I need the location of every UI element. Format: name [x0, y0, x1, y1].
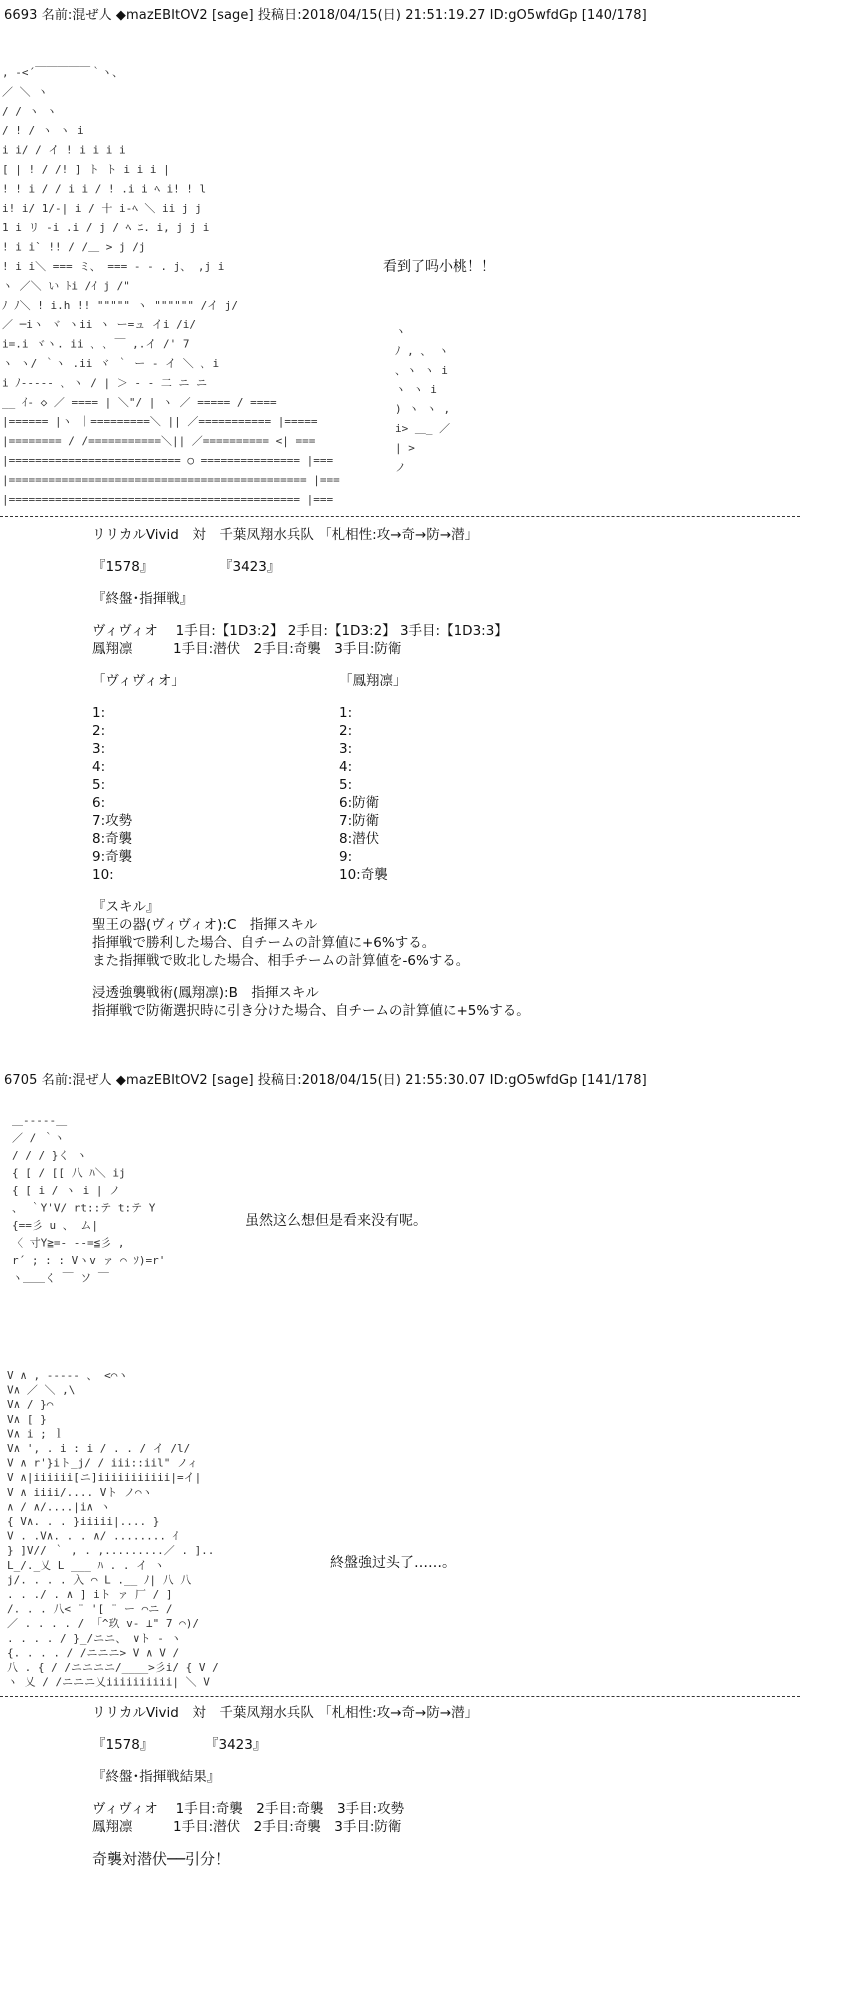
ascii-art-line: i> ＿_ ／ [395, 422, 451, 435]
round-right: 9: [339, 849, 353, 865]
ascii-art-line: V ∧|iiiiii[ニ]iiiiiiiiiii|=イ| [7, 1471, 202, 1485]
section-divider [0, 1696, 800, 1697]
ascii-art-line: V∧ i ; ｌ [7, 1427, 65, 1441]
score-row [92, 558, 530, 576]
ascii-art-line: V ∧ iiii/.... Vト ノ⌒ヽ [7, 1485, 153, 1499]
battle-result-block [92, 1704, 478, 1868]
speech-line: 終盤強过头了……。 [330, 1555, 456, 1571]
round-left: 7:攻勢 [92, 813, 133, 829]
round-right: 4: [339, 759, 353, 775]
team-left-title: 「ヴィヴィオ」 [92, 673, 185, 689]
speech-line: 虽然这么想但是看来没有呢。 [245, 1213, 427, 1229]
matchup-line: リリカルVivid 対 千葉凤翔水兵队 「札相性:攻→奇→防→潜」 [92, 527, 479, 543]
round-row [92, 722, 530, 740]
skill-line: 指揮戦で防衛選択時に引き分けた場合、自チームの計算値に+5%する。 [92, 1003, 530, 1019]
ascii-art-line: / / ヽ ヽ [2, 104, 58, 118]
section-title: 『終盤･指揮戦』 [92, 591, 194, 607]
speech-line: 看到了吗小桃！！ [383, 259, 495, 275]
ascii-art-line: i ﾉ‐‐‐‐‐ ､ ヽ / | ＞ ‐ ‐ 二 ニ ニ [2, 376, 208, 390]
round-row [92, 848, 530, 866]
round-right: 5: [339, 777, 353, 793]
section-title: 『終盤･指揮戦結果』 [92, 1769, 221, 1785]
score-left: 『1578』 [92, 559, 154, 575]
ascii-art-line: r´ ; : : Vヽv ァ ⌒ ｿ)=r' [12, 1254, 166, 1267]
turn-row: 鳳翔凛 1手目:潜伏 2手目:奇襲 3手目:防衛 [92, 641, 402, 657]
turn-row: 鳳翔凛 1手目:潜伏 2手目:奇襲 3手目:防衛 [92, 1819, 402, 1835]
round-right: 3: [339, 741, 353, 757]
ascii-art-line: ／ ─iヽ ヾ ヽii ヽ ー=ュ イi /i/ [2, 318, 196, 332]
ascii-art-character-cheering [0, 60, 480, 512]
ascii-art-line: ／ ＼ ヽ [2, 85, 49, 99]
ascii-art-line: ノ [395, 460, 406, 474]
round-right: 1: [339, 705, 353, 721]
ascii-art-line: |============================================ |=== [2, 492, 334, 506]
round-left: 4: [92, 759, 106, 775]
round-left: 2: [92, 723, 106, 739]
ascii-art-line: ヽ 乂 / /ニニニ乂iiiiiiiiii| ＼ V [7, 1675, 210, 1689]
ascii-art-line: {. . . . / /ニニニ> V ∧ V / [7, 1646, 180, 1660]
turn-row: ヴィヴィオ 1手目:奇襲 2手目:奇襲 3手目:攻勢 [92, 1801, 405, 1817]
rounds-table [92, 704, 530, 884]
ascii-art-line: / / / }く ヽ [12, 1149, 87, 1162]
ascii-art-line: ! i i＼ === ミ、 === - - . j、 ,j i [2, 260, 225, 273]
skill-line: 聖王の器(ヴィヴィオ):C 指揮スキル [92, 917, 318, 933]
ascii-art-line: ﾉ , 、 ヽ [395, 344, 449, 358]
ascii-art-line: ヽ ヽ i [395, 383, 437, 397]
ascii-art-line: V . .V∧. . . ∧/ ........ ｲ [7, 1529, 179, 1543]
round-row [92, 704, 530, 722]
round-right: 8:潜伏 [339, 831, 380, 847]
round-row [92, 866, 530, 884]
ascii-art-line: V∧ ', . i : i / . . / イ /l/ [7, 1442, 191, 1455]
round-left: 1: [92, 705, 106, 721]
post-header: 6705 名前:混ぜ人 ◆mazEBItOV2 [sage] 投稿日:2018/04/15(日) 21:55:30.07 ID:gO5wfdGp [141/178] [4, 1073, 647, 1088]
ascii-art-drawing [10, 1110, 240, 1290]
ascii-art-line: ﾉ ﾉ＼ ! i.h !! """"" ヽ """""" /イ j/ [2, 298, 239, 312]
turn-row: ヴィヴィオ 1手目:【1D3:2】 2手目:【1D3:2】 3手目:【1D3:3】 [92, 623, 508, 639]
score-right: 『3423』 [205, 1737, 267, 1753]
ascii-art-line: | > [395, 441, 415, 455]
ascii-art-line: [ | ! / /! ] ト ト i i i | [2, 163, 170, 176]
ascii-art-line: V ∧ , ‐‐‐‐‐ 、 <⌒ヽ [7, 1369, 129, 1382]
ascii-art-line: j/. . . . 入 ⌒ L .__ ﾉ| 八 八 [7, 1573, 192, 1587]
ascii-art-line: { [ i / ヽ i | ノ [12, 1184, 121, 1197]
ascii-art-line: __ ｲ‐ ◇ ／ ==== | ＼"/ | ヽ ／ ===== / ==== [2, 395, 277, 409]
round-row [92, 812, 530, 830]
ascii-art-line: i i/ / イ ! i i i i [2, 143, 126, 157]
round-left: 3: [92, 741, 106, 757]
ascii-art-line: |========================== ○ =============== |=== [2, 454, 334, 467]
ascii-art-line: ／ . . . . / 「^玖 v- ⊥" 7 ⌒)/ [7, 1617, 199, 1631]
ascii-art-line: ! i i` !! / /＿ > j /j [2, 240, 146, 254]
ascii-art-line: L_/._乂 L ___ ﾊ . . イ ヽ [7, 1558, 165, 1572]
round-left: 5: [92, 777, 106, 793]
ascii-art-line: V ∧ r'}iト_j/ / iii::iil" ノィ [7, 1456, 199, 1470]
round-row [92, 740, 530, 758]
ascii-art-line: 、ヽ ヽ i [395, 363, 448, 377]
ascii-art-line: ヽ [395, 325, 406, 338]
score-right: 『3423』 [219, 559, 281, 575]
post-header: 6693 名前:混ぜ人 ◆mazEBItOV2 [sage] 投稿日:2018/04/15(日) 21:51:19.27 ID:gO5wfdGp [140/178] [4, 8, 647, 23]
round-right: 7:防衛 [339, 813, 380, 829]
ascii-art-drawing [5, 1365, 345, 1690]
ascii-art-line: ! ! i / / i i / ! .i i ﾍ i! ! l [2, 182, 207, 196]
round-left: 9:奇襲 [92, 849, 133, 865]
round-row [92, 794, 530, 812]
skill-line: また指揮戦で敗北した場合、相手チームの計算値を-6%する。 [92, 953, 470, 969]
ascii-art-line: } ]V// ｀ , . ,.........／ . ].. [7, 1544, 215, 1558]
round-row [92, 758, 530, 776]
team-titles-row [92, 672, 530, 690]
ascii-art-line: i! i/ 1/‐| i / 十 i‐ﾍ ＼ ii j j [2, 201, 202, 215]
ascii-art-drawing [0, 60, 480, 512]
ascii-art-line: ヽ＿＿く ￣ ソ ￣ [12, 1271, 109, 1285]
round-row [92, 830, 530, 848]
round-right: 6:防衛 [339, 795, 380, 811]
ascii-art-line: 、 ｀Y'V/ rt::テ t:テ Y [12, 1201, 156, 1215]
round-right: 2: [339, 723, 353, 739]
ascii-art-line: . . ./ . ∧ ] iト ァ 厂 / ] [7, 1588, 173, 1601]
ascii-art-line: V∧ / }⌒ [7, 1398, 54, 1412]
ascii-art-line: . . . . / }_/ニニ、 ∨ト ‐ ヽ [7, 1631, 182, 1645]
score-row [92, 1736, 478, 1754]
ascii-art-line: {==彡 u 、 ム| [12, 1219, 98, 1232]
round-right: 10:奇襲 [339, 867, 388, 883]
ascii-art-line: 〈 寸Y≧=- -‐=≦彡 , [12, 1236, 125, 1250]
matchup-line: リリカルVivid 対 千葉凤翔水兵队 「札相性:攻→奇→防→潜」 [92, 1705, 479, 1721]
skill-line: 指揮戦で勝利した場合、自チームの計算値に+6%する。 [92, 935, 436, 951]
ascii-art-line: i=.i ヾヽ. ii ､ ､ ￣ ,.イ /' 7 [2, 337, 190, 351]
ascii-art-line: { V∧. . . }iiiii|.... } [7, 1515, 160, 1528]
ascii-art-line: V∧ [ } [7, 1412, 47, 1426]
ascii-art-line: ／ / ｀ヽ [12, 1131, 65, 1145]
ascii-art-line: ヽ ヽ/ ｀ヽ .ii ヾ ｀ ー ‐ イ ＼ ､ i [2, 357, 220, 370]
ascii-art-line: |====== |ヽ ｜=========＼ || ／=========== |===== [2, 415, 318, 429]
skill-line: 浸透強襲戦術(鳳翔凛):B 指揮スキル [92, 985, 319, 1001]
result-line: 奇襲対潜伏──引分！ [92, 1850, 231, 1868]
round-left: 8:奇襲 [92, 831, 133, 847]
ascii-art-line: ヽ ／＼ い ﾄi /ｲ j /" [2, 279, 130, 293]
round-row [92, 776, 530, 794]
ascii-art-line: ∧ / ∧/....|i∧ ヽ [7, 1500, 111, 1514]
ascii-art-line: V∧ ／ ＼ ,\ [7, 1383, 76, 1397]
ascii-art-line: 1 i リ -i .i / j / ﾍ ﾆ. i, j j i [2, 221, 210, 235]
ascii-art-line: ＿‐‐‐‐‐＿ [12, 1114, 68, 1127]
ascii-art-line: /. . . 八< ¨ '[ ¨ ー ⌒ニ / [7, 1602, 173, 1616]
round-left: 6: [92, 795, 106, 811]
ascii-art-line: { [ / [[ 八 ﾊ＼ ij [12, 1166, 126, 1180]
ascii-art-line: ) ヽ ヽ , [395, 402, 451, 416]
battle-block [92, 526, 530, 1020]
skill-title: 『スキル』 [92, 899, 160, 915]
ascii-art-line: |======== / /===========＼|| ／========== <| === [2, 434, 316, 448]
team-right-title: 「鳳翔凛」 [339, 673, 407, 689]
ascii-art-line: 八 . { / /ニニニニ/____>彡i/ { V / [7, 1661, 219, 1674]
ascii-art-line: / ! / ヽ ヽ i [2, 124, 84, 138]
ascii-art-character-standing [5, 1365, 345, 1690]
ascii-art-line: |============================================= |=== [2, 473, 340, 487]
ascii-art-line: , ‐<´￣￣￣￣￣｀ヽ、 [2, 66, 124, 79]
round-left: 10: [92, 867, 114, 883]
score-left: 『1578』 [92, 1737, 154, 1753]
ascii-art-character-thinking [10, 1110, 240, 1290]
section-divider [0, 516, 800, 517]
